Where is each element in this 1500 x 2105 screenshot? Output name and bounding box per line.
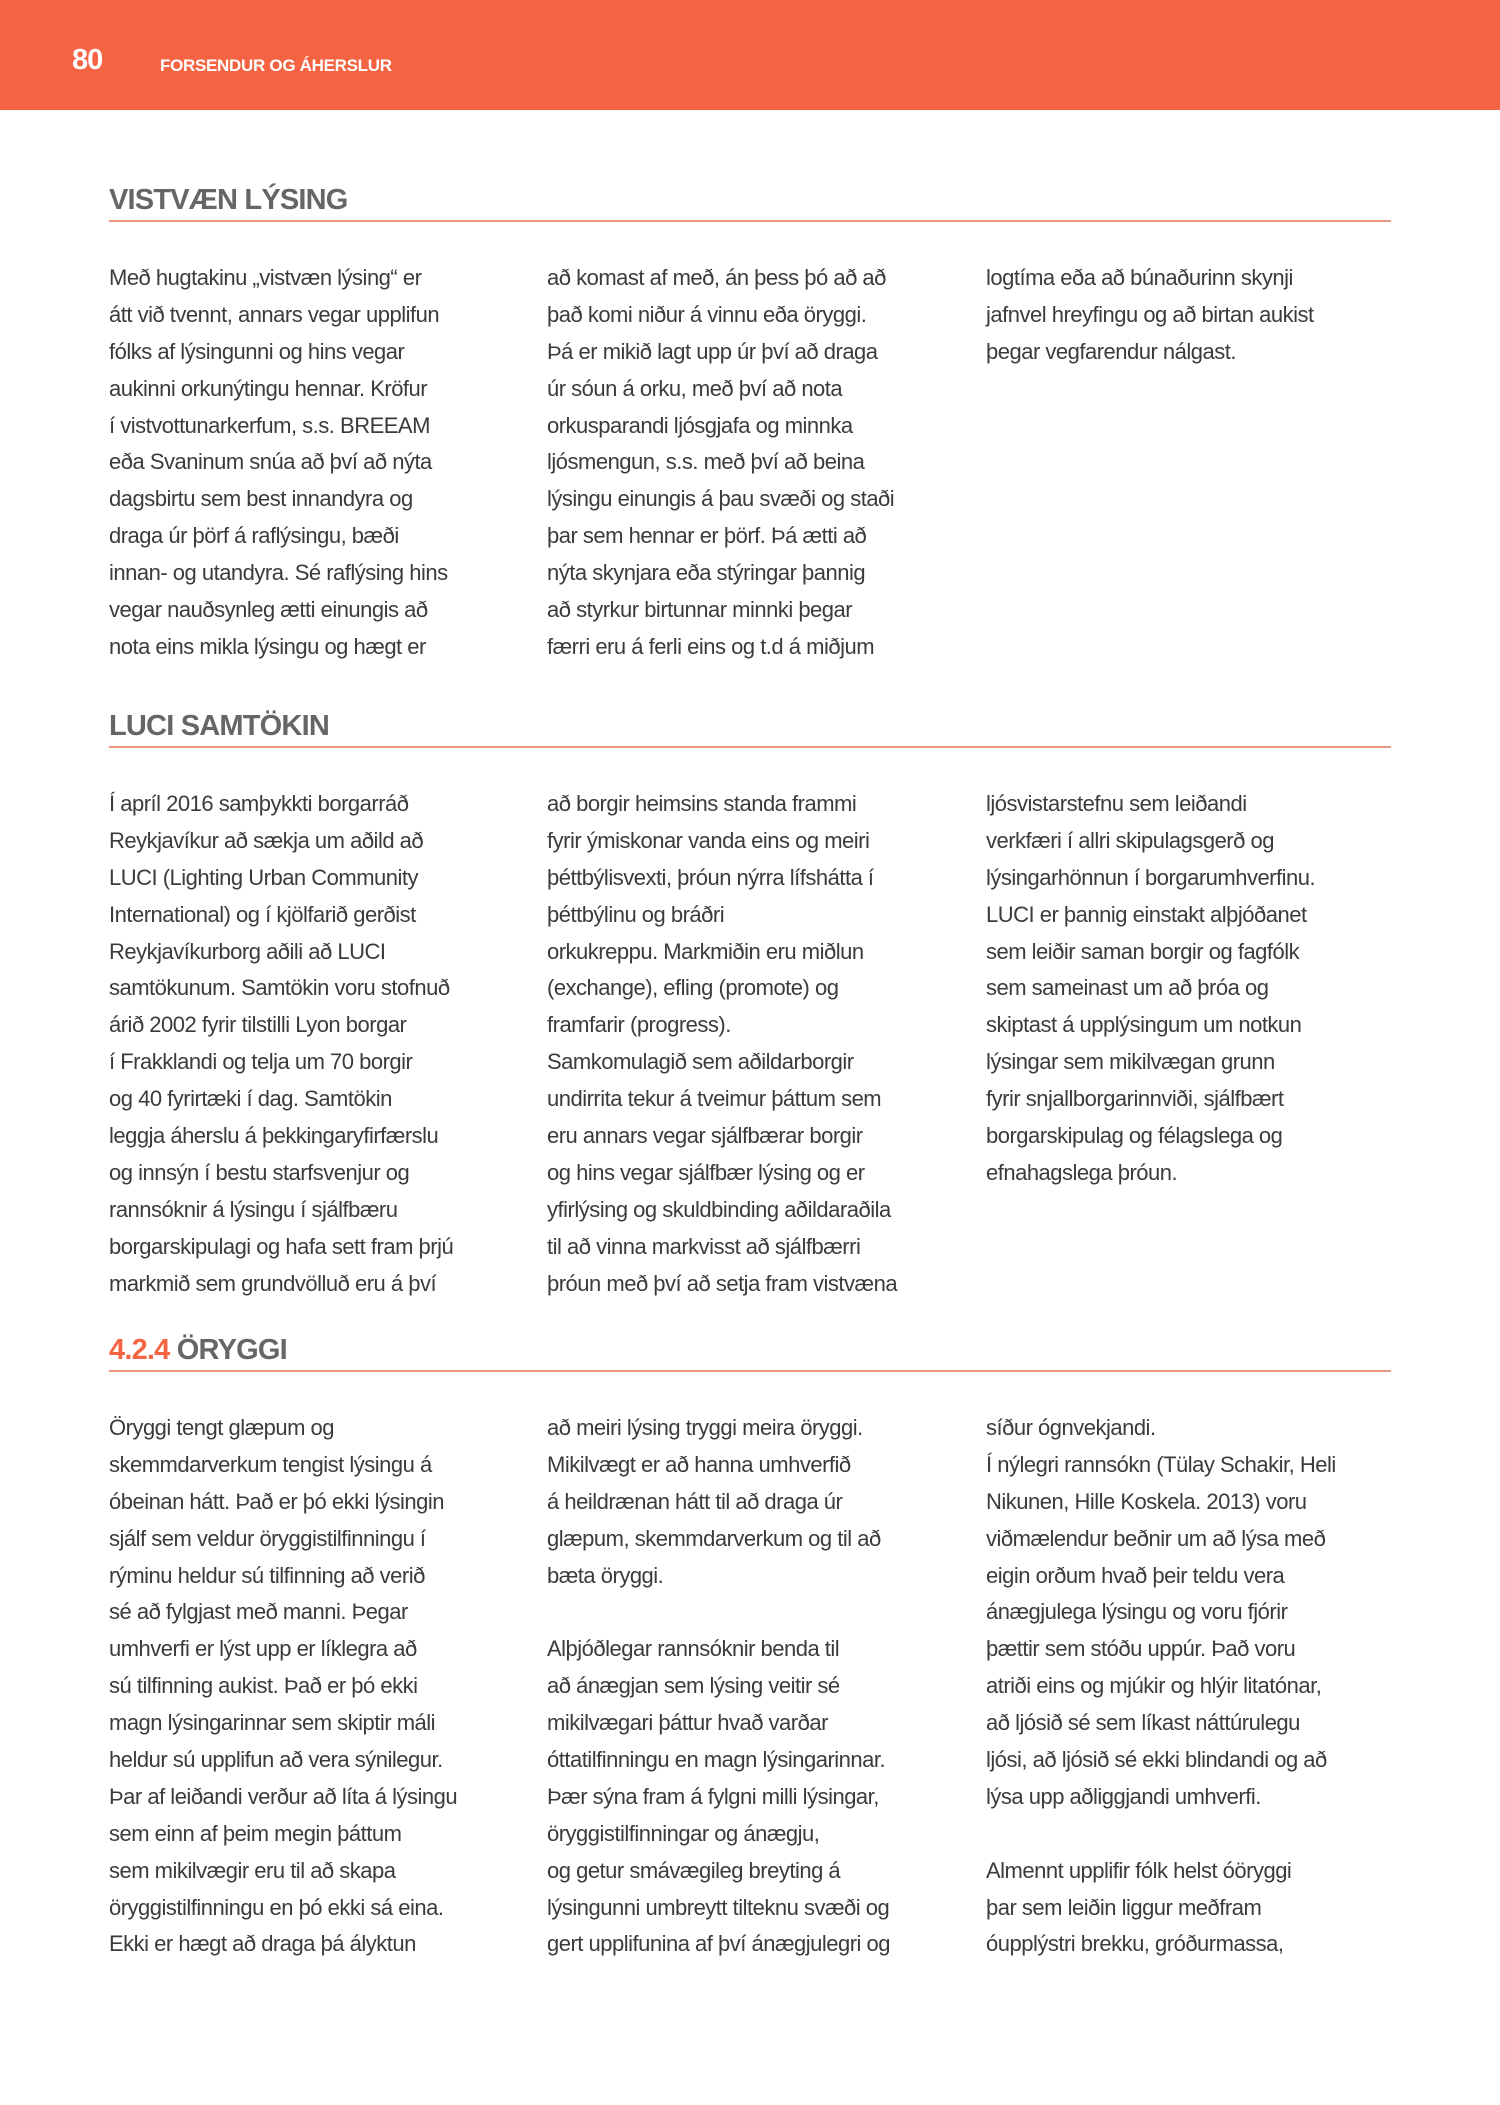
text-line: jafnvel hreyfingu og að birtan aukist <box>986 301 1314 327</box>
text-line: eða Svaninum snúa að því að nýta <box>109 449 432 475</box>
text-line: dagsbirtu sem best innandyra og <box>109 486 413 512</box>
text-line: bæta öryggi. <box>547 1562 664 1588</box>
text-line: orkusparandi ljósgjafa og minnka <box>547 412 853 438</box>
text-line: aukinni orkunýtingu hennar. Kröfur <box>109 375 428 401</box>
text-line: draga úr þörf á raflýsingu, bæði <box>109 523 399 549</box>
section-heading <box>109 1330 1391 1370</box>
text-line: Mikilvægt er að hanna umhverfið <box>547 1451 851 1477</box>
text-column-1 <box>547 1410 957 1963</box>
text-column-1 <box>547 786 957 1302</box>
section-divider <box>109 746 1391 748</box>
text-line: þegar vegfarendur nálgast. <box>986 338 1236 364</box>
text-line: Í nýlegri rannsókn (Tülay Schakir, Heli <box>986 1451 1336 1477</box>
text-line: ljósmengun, s.s. með því að beina <box>547 449 865 475</box>
text-line: Nikunen, Hille Koskela. 2013) voru <box>986 1488 1307 1514</box>
text-line: umhverfi er lýst upp er líklegra að <box>109 1636 417 1662</box>
text-line: óttatilfinningu en magn lýsingarinnar. <box>547 1747 886 1773</box>
text-line: (exchange), efling (promote) og <box>547 975 839 1001</box>
text-line: rannsóknir á lýsingu í sjálfbæru <box>109 1196 398 1222</box>
text-line: Með hugtakinu „vistvæn lýsing“ er <box>109 265 422 290</box>
text-line: að komast af með, án þess þó að að <box>547 265 886 290</box>
text-line: sé að fylgjast með manni. Þegar <box>109 1599 408 1625</box>
text-line: borgarskipulagi og hafa sett fram þrjú <box>109 1233 454 1259</box>
text-line: Öryggi tengt glæpum og <box>109 1415 335 1440</box>
text-line: lýsingu einungis á þau svæði og staði <box>547 486 895 512</box>
text-line: viðmælendur beðnir um að lýsa með <box>986 1525 1326 1551</box>
text-line: innan- og utandyra. Sé raflýsing hins <box>109 560 448 586</box>
text-line: lýsa upp aðliggjandi umhverfi. <box>986 1783 1261 1809</box>
text-column-2 <box>986 1410 1396 1963</box>
text-line: öryggistilfinningu en þó ekki sá eina. <box>109 1894 444 1920</box>
text-column-0 <box>109 1410 519 1963</box>
text-line: sú tilfinning aukist. Það er þó ekki <box>109 1673 418 1699</box>
text-line: Reykjavíkur að sækja um aðild að <box>109 827 424 853</box>
text-line: fyrir snjallborgarinnviði, sjálfbært <box>986 1086 1284 1112</box>
text-line: þróun með því að setja fram vistvæna <box>547 1270 898 1296</box>
text-line: úr sóun á orku, með því að nota <box>547 375 843 401</box>
text-line: Almennt upplifir fólk helst óöryggi <box>986 1857 1292 1883</box>
text-line: vegar nauðsynleg ætti einungis að <box>109 597 428 623</box>
text-line <box>547 1594 957 1631</box>
text-line <box>986 1816 1396 1853</box>
text-line: öryggistilfinningar og ánægju, <box>547 1820 820 1846</box>
text-line: magn lýsingarinnar sem skiptir máli <box>109 1710 436 1736</box>
text-line: færri eru á ferli eins og t.d á miðjum <box>547 633 875 659</box>
text-line: LUCI (Lighting Urban Community <box>109 864 419 890</box>
text-line: undirrita tekur á tveimur þáttum sem <box>547 1086 882 1112</box>
text-line: árið 2002 fyrir tilstilli Lyon borgar <box>109 1012 407 1038</box>
text-column-0 <box>109 260 519 666</box>
text-line: sem mikilvægir eru til að skapa <box>109 1857 396 1883</box>
text-line: Reykjavíkurborg aðili að LUCI <box>109 938 386 964</box>
text-line: síður ógnvekjandi. <box>986 1415 1156 1440</box>
text-line: og 40 fyrirtæki í dag. Samtökin <box>109 1086 392 1112</box>
text-line: sem einn af þeim megin þáttum <box>109 1820 402 1846</box>
text-line: þar sem leiðin liggur meðfram <box>986 1894 1262 1920</box>
text-line: Þar af leiðandi verður að líta á lýsingu <box>109 1783 458 1809</box>
text-line: ljósvistarstefnu sem leiðandi <box>986 791 1247 816</box>
text-column-0 <box>109 786 519 1302</box>
text-line: yfirlýsing og skuldbinding aðildaraðila <box>547 1196 891 1222</box>
section-divider <box>109 220 1391 222</box>
text-line: sjálf sem veldur öryggistilfinningu í <box>109 1525 426 1551</box>
text-line: heldur sú upplifun að vera sýnilegur. <box>109 1747 443 1773</box>
text-line: að ljósið sé sem líkast náttúrulegu <box>986 1710 1300 1736</box>
text-line: nýta skynjara eða stýringar þannig <box>547 560 866 586</box>
text-line: þéttbýlinu og bráðri <box>547 901 725 927</box>
text-line: gert upplifunina af því ánægjulegri og <box>547 1931 891 1957</box>
text-line: logtíma eða að búnaðurinn skynji <box>986 265 1293 290</box>
text-line: fyrir ýmiskonar vanda eins og meiri <box>547 827 870 853</box>
section-title: VISTVÆN LÝSING <box>109 184 348 216</box>
text-line: í Frakklandi og telja um 70 borgir <box>109 1049 413 1075</box>
section-0 <box>109 180 1391 659</box>
text-line: Þá er mikið lagt upp úr því að draga <box>547 338 878 364</box>
text-line: nota eins mikla lýsingu og hægt er <box>109 633 426 659</box>
text-line: skemmdarverkum tengist lýsingu á <box>109 1451 432 1477</box>
text-line: rýminu heldur sú tilfinning að verið <box>109 1562 425 1588</box>
text-line: mikilvægari þáttur hvað varðar <box>547 1710 828 1736</box>
text-line: og innsýn í bestu starfsvenjur og <box>109 1159 410 1185</box>
page-number: 80 <box>72 44 103 76</box>
text-line: átt við tvennt, annars vegar upplifun <box>109 301 440 327</box>
text-line: lýsingar sem mikilvægan grunn <box>986 1049 1275 1075</box>
text-line: ánægjulega lýsingu og voru fjórir <box>986 1599 1288 1625</box>
text-line: sem leiðir saman borgir og fagfólk <box>986 938 1300 964</box>
text-line: þættir sem stóðu uppúr. Það voru <box>986 1636 1296 1662</box>
text-line: glæpum, skemmdarverkum og til að <box>547 1525 881 1551</box>
text-line: þar sem hennar er þörf. Þá ætti að <box>547 523 867 549</box>
text-line: eigin orðum hvað þeir teldu vera <box>986 1562 1285 1588</box>
section-heading <box>109 706 1391 746</box>
text-line: leggja áherslu á þekkingaryfirfærslu <box>109 1123 439 1149</box>
text-line: lýsingarhönnun í borgarumhverfinu. <box>986 864 1316 890</box>
section-title: LUCI SAMTÖKIN <box>109 710 329 742</box>
text-line: eru annars vegar sjálfbærar borgir <box>547 1123 863 1149</box>
text-line: International) og í kjölfarið gerðist <box>109 901 416 927</box>
text-line: markmið sem grundvölluð eru á því <box>109 1270 437 1296</box>
text-line: efnahagslega þróun. <box>986 1159 1178 1185</box>
text-line: á heildrænan hátt til að draga úr <box>547 1488 843 1514</box>
text-line: Alþjóðlegar rannsóknir benda til <box>547 1636 840 1662</box>
text-line: borgarskipulag og félagslega og <box>986 1123 1283 1149</box>
text-line: og getur smávægileg breyting á <box>547 1857 841 1883</box>
text-line: að borgir heimsins standa frammi <box>547 791 857 816</box>
text-line: þéttbýlisvexti, þróun nýrra lífshátta í <box>547 864 874 890</box>
text-line: Í apríl 2016 samþykkti borgarráð <box>109 791 409 816</box>
text-line: að meiri lýsing tryggi meira öryggi. <box>547 1415 863 1440</box>
section-heading <box>109 180 1391 220</box>
text-line: framfarir (progress). <box>547 1012 731 1038</box>
text-line: Samkomulagið sem aðildarborgir <box>547 1049 854 1075</box>
section-title: ÖRYGGI <box>176 1334 287 1366</box>
text-column-1 <box>547 260 957 666</box>
text-line: fólks af lýsingunni og hins vegar <box>109 338 405 364</box>
text-line: það komi niður á vinnu eða öryggi. <box>547 301 867 327</box>
text-line: sem sameinast um að þróa og <box>986 975 1269 1001</box>
text-line: ljósi, að ljósið sé ekki blindandi og að <box>986 1747 1327 1773</box>
text-line: óupplýstri brekku, gróðurmassa, <box>986 1931 1284 1957</box>
text-line: óbeinan hátt. Það er þó ekki lýsingin <box>109 1488 444 1514</box>
chapter-title: FORSENDUR OG ÁHERSLUR <box>160 56 392 75</box>
section-1 <box>109 706 1391 1296</box>
text-line: Ekki er hægt að draga þá ályktun <box>109 1931 416 1957</box>
section-number: 4.2.4 <box>109 1334 170 1366</box>
text-line: og hins vegar sjálfbær lýsing og er <box>547 1159 865 1185</box>
text-line: LUCI er þannig einstakt alþjóðanet <box>986 901 1307 927</box>
page-header-bar <box>0 0 1500 110</box>
section-2 <box>109 1330 1391 1957</box>
text-line: orkukreppu. Markmiðin eru miðlun <box>547 938 864 964</box>
text-line: í vistvottunarkerfum, s.s. BREEAM <box>109 412 430 438</box>
text-line: að styrkur birtunnar minnki þegar <box>547 597 853 623</box>
text-line: að ánægjan sem lýsing veitir sé <box>547 1673 840 1699</box>
text-line: samtökunum. Samtökin voru stofnuð <box>109 975 450 1001</box>
text-line: til að vinna markvisst að sjálfbærri <box>547 1233 861 1259</box>
text-line: lýsingunni umbreytt tilteknu svæði og <box>547 1894 890 1920</box>
text-column-2 <box>986 260 1396 371</box>
text-column-2 <box>986 786 1396 1192</box>
section-divider <box>109 1370 1391 1372</box>
text-line: skiptast á upplýsingum um notkun <box>986 1012 1302 1038</box>
text-line: Þær sýna fram á fylgni milli lýsingar, <box>547 1783 879 1809</box>
text-line: verkfæri í allri skipulagsgerð og <box>986 827 1274 853</box>
text-line: atriði eins og mjúkir og hlýir litatónar, <box>986 1673 1322 1699</box>
